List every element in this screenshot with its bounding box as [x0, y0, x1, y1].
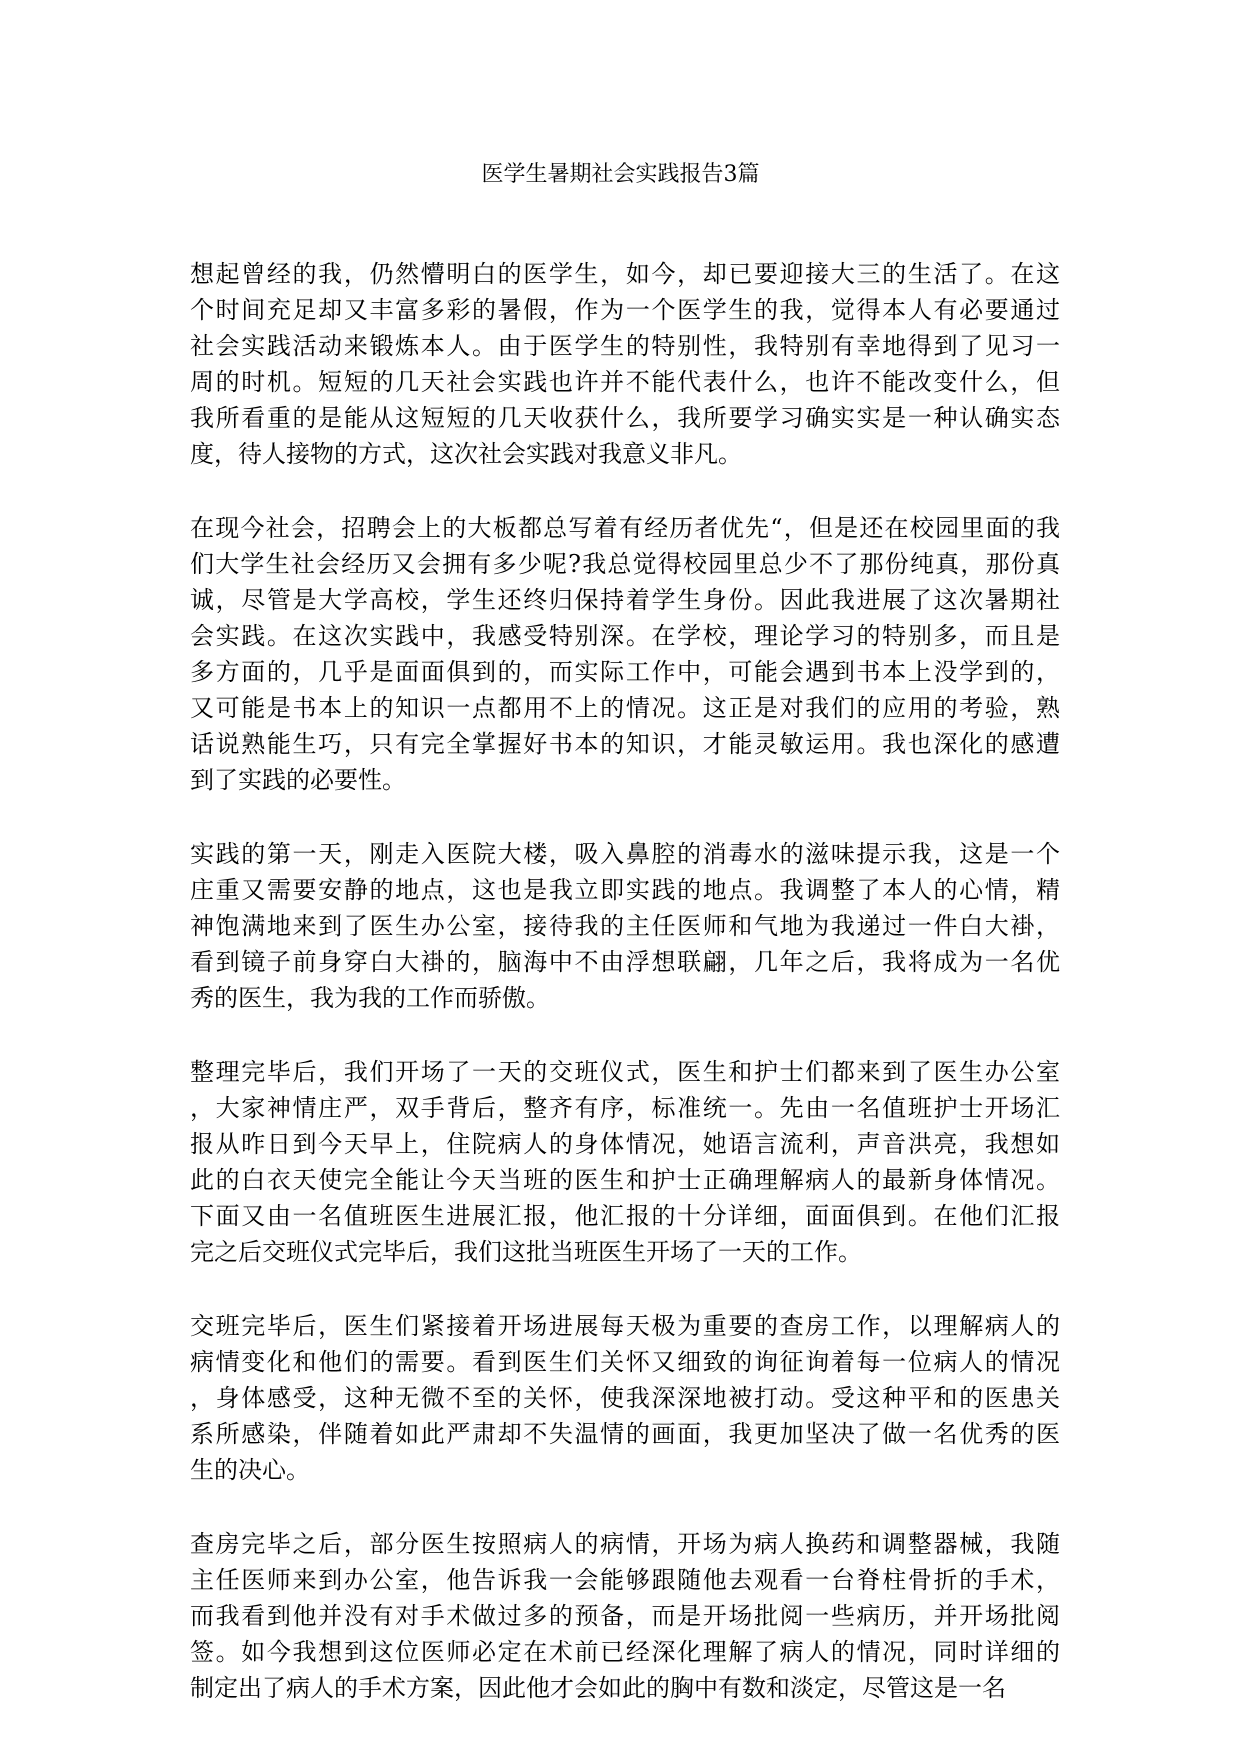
- text-line: ，身体感受，这种无微不至的关怀，使我深深地被打动。受这种平和的医患关: [190, 1384, 1060, 1412]
- text-line: 整理完毕后，我们开场了一天的交班仪式，医生和护士们都来到了医生办公室: [190, 1058, 1060, 1086]
- text-line: 多方面的，几乎是面面俱到的，而实际工作中，可能会遇到书本上没学到的，: [190, 658, 1060, 686]
- text-line: 签。如今我想到这位医师必定在术前已经深化理解了病人的情况，同时详细的: [190, 1638, 1060, 1666]
- text-line: 又可能是书本上的知识一点都用不上的情况。这正是对我们的应用的考验，熟: [190, 694, 1060, 722]
- text-line: 生的决心。: [190, 1456, 310, 1484]
- text-line: 秀的医生，我为我的工作而骄傲。: [190, 984, 550, 1012]
- text-line: 在现今社会，招聘会上的大板都总写着有经历者优先“，但是还在校园里面的我: [190, 514, 1060, 542]
- text-line: 我所看重的是能从这短短的几天收获什么，我所要学习确实实是一种认确实态: [190, 404, 1060, 432]
- paragraph: [190, 1308, 1060, 1488]
- text-line: 想起曾经的我，仍然懵明白的医学生，如今，却已要迎接大三的生活了。在这: [190, 260, 1060, 288]
- paragraph: [190, 1526, 1060, 1706]
- text-line: 交班完毕后，医生们紧接着开场进展每天极为重要的查房工作，以理解病人的: [190, 1312, 1060, 1340]
- text-line: 报从昨日到今天早上，住院病人的身体情况，她语言流利，声音洪亮，我想如: [190, 1130, 1060, 1158]
- text-line: 个时间充足却又丰富多彩的暑假，作为一个医学生的我，觉得本人有必要通过: [190, 296, 1060, 324]
- text-line: 查房完毕之后，部分医生按照病人的病情，开场为病人换药和调整器械，我随: [190, 1530, 1060, 1558]
- text-line: 而我看到他并没有对手术做过多的预备，而是开场批阅一些病历，并开场批阅: [190, 1602, 1060, 1630]
- text-line: 庄重又需要安静的地点，这也是我立即实践的地点。我调整了本人的心情，精: [190, 876, 1060, 904]
- text-line: 诚，尽管是大学高校，学生还终归保持着学生身份。因此我进展了这次暑期社: [190, 586, 1060, 614]
- text-line: 话说熟能生巧，只有完全掌握好书本的知识，才能灵敏运用。我也深化的感遭: [190, 730, 1060, 758]
- paragraph: [190, 1054, 1060, 1270]
- text-line: 实践的第一天，刚走入医院大楼，吸入鼻腔的消毒水的滋味提示我，这是一个: [190, 840, 1060, 868]
- text-line: 下面又由一名值班医生进展汇报，他汇报的十分详细，面面俱到。在他们汇报: [190, 1202, 1060, 1230]
- text-line: 主任医师来到办公室，他告诉我一会能够跟随他去观看一台脊柱骨折的手术，: [190, 1566, 1060, 1594]
- text-line: 此的白衣天使完全能让今天当班的医生和护士正确理解病人的最新身体情况。: [190, 1166, 1060, 1194]
- text-line: 度，待人接物的方式，这次社会实践对我意义非凡。: [190, 440, 742, 468]
- text-line: 神饱满地来到了医生办公室，接待我的主任医师和气地为我递过一件白大褂，: [190, 912, 1060, 940]
- text-line: 系所感染，伴随着如此严肃却不失温情的画面，我更加坚决了做一名优秀的医: [190, 1420, 1060, 1448]
- text-line: 到了实践的必要性。: [190, 766, 406, 794]
- text-line: 周的时机。短短的几天社会实践也许并不能代表什么，也许不能改变什么，但: [190, 368, 1060, 396]
- text-line: 完之后交班仪式完毕后，我们这批当班医生开场了一天的工作。: [190, 1238, 862, 1266]
- paragraph: [190, 510, 1060, 798]
- text-line: 病情变化和他们的需要。看到医生们关怀又细致的询征询着每一位病人的情况: [190, 1348, 1060, 1376]
- paragraph: [190, 836, 1060, 1016]
- text-line: ，大家神情庄严，双手背后，整齐有序，标准统一。先由一名值班护士开场汇: [190, 1094, 1060, 1122]
- document-title: 医学生暑期社会实践报告3篇: [481, 162, 760, 187]
- text-line: 会实践。在这次实践中，我感受特别深。在学校，理论学习的特别多，而且是: [190, 622, 1060, 650]
- text-line: 看到镜子前身穿白大褂的，脑海中不由浮想联翩，几年之后，我将成为一名优: [190, 948, 1060, 976]
- document-body: [190, 256, 1060, 1744]
- text-line: 社会实践活动来锻炼本人。由于医学生的特别性，我特别有幸地得到了见习一: [190, 332, 1060, 360]
- text-line: 制定出了病人的手术方案，因此他才会如此的胸中有数和淡定，尽管这是一名: [190, 1674, 1006, 1702]
- text-line: 们大学生社会经历又会拥有多少呢?我总觉得校园里总少不了那份纯真，那份真: [190, 550, 1060, 578]
- paragraph: [190, 256, 1060, 472]
